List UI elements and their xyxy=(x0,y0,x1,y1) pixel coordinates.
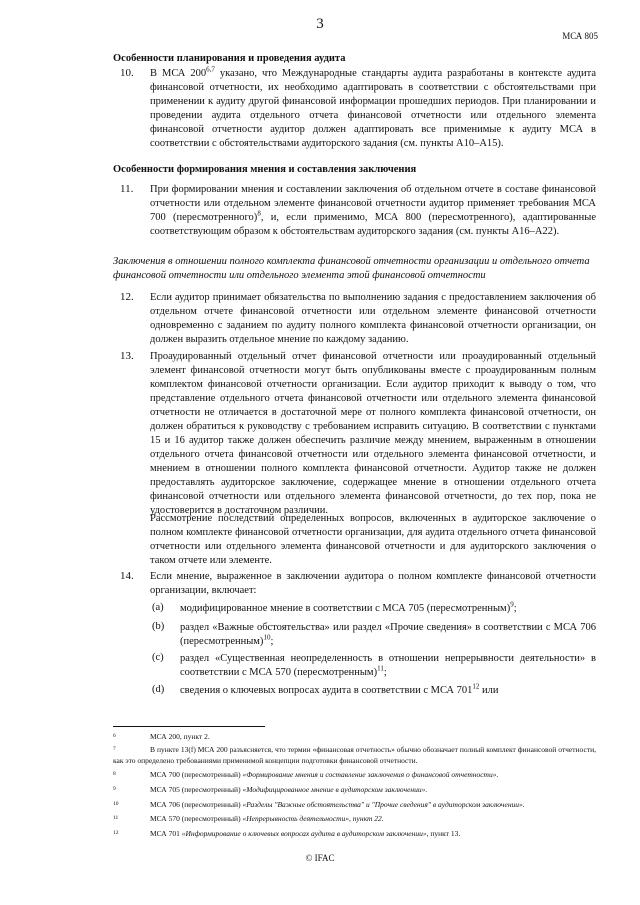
list-item-label: (d) xyxy=(152,684,165,695)
footnote-divider xyxy=(113,726,265,727)
paragraph-14-intro: Если мнение, выраженное в заключении аудитора о полном комплекте финансовой отчетности организации, включает: xyxy=(150,571,596,596)
paragraph-number-14: 14. xyxy=(120,570,134,582)
list-item: раздел «Существенная неопределенность в отношении непрерывности деятельности» в соответствии с МСА 570 (пересмотренным)$^{11}$; xyxy=(180,653,596,678)
footnote: 12 МСА 701 «Информирование о ключевых вопросах аудита в аудиторском заключении», пункт 13. xyxy=(113,829,461,838)
list-item-label: (c) xyxy=(152,652,164,663)
footnote-number: 12 xyxy=(113,830,119,836)
section-heading-opinion: Особенности формирования мнения и составления заключения xyxy=(113,164,417,175)
footnote-number: 6 xyxy=(113,733,116,739)
paragraph-number-12: 12. xyxy=(120,291,134,303)
list-item: сведения о ключевых вопросах аудита в соответствии с МСА $701^{12}$ или xyxy=(180,682,499,696)
footnote-ref: 9 xyxy=(510,600,514,609)
footnote-ref: 11 xyxy=(377,664,384,673)
footnote-number: 10 xyxy=(113,801,119,807)
footnote: 9 МСА 705 (пересмотренный) «Модифицированное мнение в аудиторском заключении». xyxy=(113,785,428,794)
footnote: 11 МСА 570 (пересмотренный) «Непрерывность деятельности», пункт 22. xyxy=(113,814,384,823)
footnote-ref: 6,7 xyxy=(206,65,215,74)
paragraph-number-13: 13. xyxy=(120,350,134,362)
list-item: раздел «Важные обстоятельства» или раздел «Прочие сведения» в соответствии с МСА 706 (пересмотренным)$^{10}$; xyxy=(180,622,596,647)
page-number: 3 xyxy=(316,16,324,32)
footnote: 6 МСА 200, пункт 2. xyxy=(113,732,210,741)
footnote-number: 7 xyxy=(113,746,116,752)
italic-subheading: Заключения в отношении полного комплекта финансовой отчетности организации и отдельного отчета финансовой отчетности или отдельного элемента этой финансовой отчетности xyxy=(113,256,590,281)
footnote: 10 МСА 706 (пересмотренный) «Разделы "Важные обстоятельства" и "Прочие сведения" в аудиторском заключении». xyxy=(113,800,525,809)
paragraph-13: Проаудированный отдельный отчет финансовой отчетности или проаудированный отдельный элемент финансовой отчетности могут быть опубликованы вместе с проаудированным полным комплектом финансовой отчетности организации. Если аудитор приходит к выводу о том, что представление отдельного отчета финансовой отчетности или отдельного элемента финансовой отчетности не отличается в достаточной мере от полного комплекта финансовой отчетности, он должен обратиться к руководству с требованием исправить ситуацию. В соответствии с пунктами 15 и 16 аудитор также должен обеспечить различие между мнением, выраженным в отношении отдельного отчета финансовой отчетности или отдельного элемента финансовой отчетности, и мнением в отношении полного комплекта финансовой отчетности. Аудитор также не должен предоставлять аудиторское заключение, содержащее мнение в отношении отдельного отчета финансовой отчетности или отдельного элемента финансовой отчетности, до тех пор, пока не удостоверится в достаточном различии. xyxy=(150,351,596,516)
paragraph-number-10: 10. xyxy=(120,67,134,79)
footnote-number: 8 xyxy=(113,771,116,777)
footnote-ref: 12 xyxy=(472,682,480,691)
footer-copyright: © IFAC xyxy=(305,853,335,863)
paragraph-11: При формировании мнения и составлении заключения об отдельном отчете в составе финансовой отчетности или отдельном элементе финансовой отчетности аудитор применяет требования МСА 700 (пересмотренного)$^8$, и, если применимо, МСА 800 (пересмотренного), адаптированные соответствующим образом к обстоятельствам аудиторского задания (см. пункты А16–А22). xyxy=(150,184,596,237)
list-item: модифицированное мнение в соответствии с МСА 705 (пересмотренным)$^9$; xyxy=(180,600,517,614)
footnote-number: 9 xyxy=(113,786,116,792)
list-item-label: (b) xyxy=(152,621,165,632)
section-heading-planning: Особенности планирования и проведения аудита xyxy=(113,53,346,64)
footnote-ref: 8 xyxy=(257,209,261,218)
footnote-ref: 10 xyxy=(263,633,271,642)
paragraph-13-continuation: Рассмотрение последствий определенных вопросов, включенных в аудиторское заключение о полном комплекте финансовой отчетности организации, для аудита отдельного отчета финансовой отчетности или отдельного элемента финансовой отчетности и для аудиторского заключения о таком отчете или элементе. xyxy=(150,513,596,566)
footnote: 7 В пункте 13(f) МСА 200 разъясняется, что термин «финансовая отчетность» обычно обозначает полный комплект финансовой отчетности, как это определено требованиями применимой концепции подготовки финансовой отчетности. xyxy=(113,745,596,765)
paragraph-12: Если аудитор принимает обязательства по выполнению задания с предоставлением заключения об отдельном отчете финансовой отчетности или отдельном элементе финансовой отчетности одновременно с заданием по аудиту полного комплекта финансовой отчетности организации, он должен выразить отдельное мнение по каждому заданию. xyxy=(150,292,596,345)
paragraph-number-11: 11. xyxy=(120,183,134,195)
footnote: 8 МСА 700 (пересмотренный) «Формирование мнения и составление заключения о финансовой отчетности». xyxy=(113,770,499,779)
footnote-number: 11 xyxy=(113,815,119,821)
standard-code: МСА 805 xyxy=(562,31,598,41)
paragraph-10: В МСА 200$^{6,7}$ указано, что Международные стандарты аудита разработаны в контексте аудита финансовой отчетности, их необходимо адаптировать в соответствии с обстоятельствами при применении к аудиту другой финансовой информации прошедших периодов. При планировании и проведении аудита отдельного отчета финансовой отчетности или отдельного элемента финансовой отчетности аудитор должен адаптировать все применимые к аудиту МСА в соответствии с обстоятельствами аудиторского задания (см. пункты А10–А15). xyxy=(150,65,597,149)
list-item-label: (a) xyxy=(152,602,164,613)
